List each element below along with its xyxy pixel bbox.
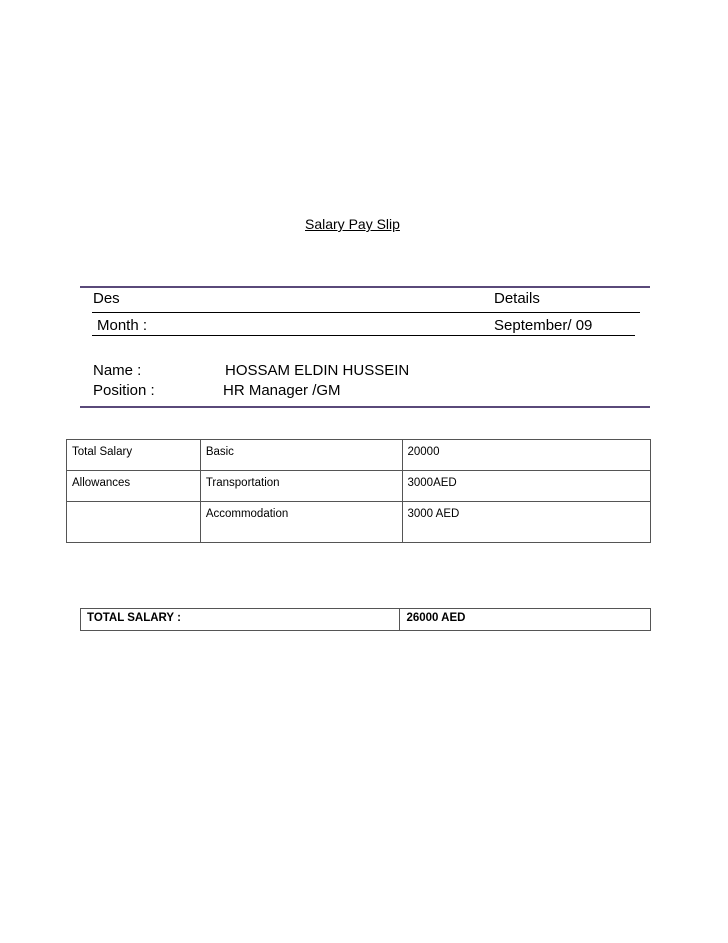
table-cell: 3000AED bbox=[402, 471, 651, 502]
table-cell: Transportation bbox=[200, 471, 402, 502]
salary-breakdown-table bbox=[66, 439, 651, 543]
table-cell: Allowances bbox=[67, 471, 201, 502]
position-label: Position : bbox=[93, 382, 155, 399]
table-cell: 20000 bbox=[402, 440, 651, 471]
table-row bbox=[67, 502, 651, 543]
total-salary-table bbox=[80, 608, 651, 631]
details-label: Details bbox=[494, 290, 540, 307]
document-title: Salary Pay Slip bbox=[305, 216, 400, 232]
table-row bbox=[67, 440, 651, 471]
table-cell: Accommodation bbox=[200, 502, 402, 543]
month-underline bbox=[92, 335, 635, 336]
table-cell: Total Salary bbox=[67, 440, 201, 471]
table-cell: Basic bbox=[200, 440, 402, 471]
table-cell: 3000 AED bbox=[402, 502, 651, 543]
header-mid-rule bbox=[92, 312, 640, 313]
des-label: Des bbox=[93, 290, 120, 307]
header-bottom-rule bbox=[80, 406, 650, 408]
month-value: September/ 09 bbox=[494, 317, 593, 334]
name-label: Name : bbox=[93, 362, 142, 379]
month-label: Month : bbox=[97, 317, 148, 334]
header-top-rule bbox=[80, 286, 650, 288]
table-row bbox=[67, 471, 651, 502]
table-cell bbox=[67, 502, 201, 543]
total-value: 26000 AED bbox=[400, 609, 651, 631]
position-value: HR Manager /GM bbox=[223, 382, 341, 399]
name-value: HOSSAM ELDIN HUSSEIN bbox=[225, 362, 410, 379]
total-label: TOTAL SALARY : bbox=[81, 609, 400, 631]
total-row bbox=[81, 609, 651, 631]
